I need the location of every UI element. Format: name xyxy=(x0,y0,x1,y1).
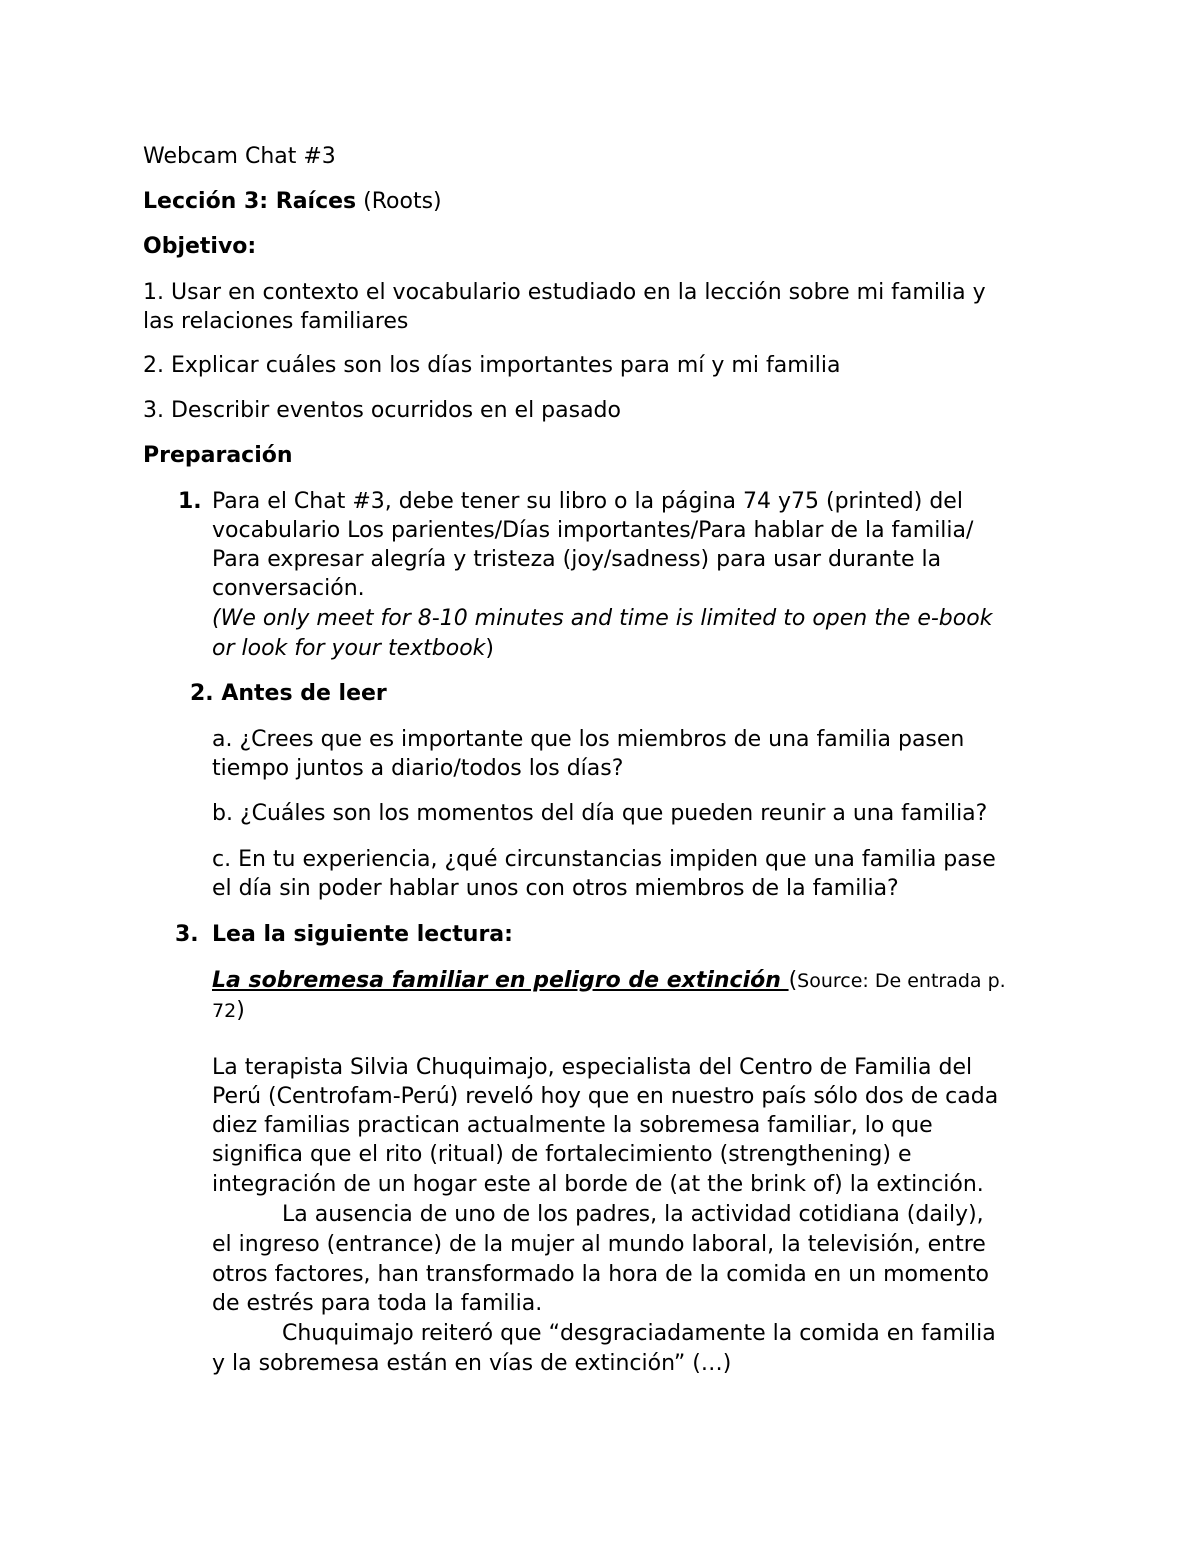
item-1-note-close: ) xyxy=(485,636,494,661)
question-a-line-1: a. ¿Crees que es importante que los miembros de una familia pasen xyxy=(212,727,965,752)
reading-title-line xyxy=(212,966,1006,996)
item-1-note-line-1: (We only meet for 8-10 minutes and time is limited to open the e-book xyxy=(212,606,993,631)
reading-line-1: La terapista Silvia Chuquimajo, especialista del Centro de Familia del xyxy=(212,1055,973,1080)
question-c-line-2: el día sin poder hablar unos con otros miembros de la familia? xyxy=(212,876,899,901)
question-c-line-1: c. En tu experiencia, ¿qué circunstancias impiden que una familia pase xyxy=(212,847,996,872)
document-title: Webcam Chat #3 xyxy=(143,144,336,169)
source-open-paren: ( xyxy=(788,968,798,993)
reading-line-2: Perú (Centrofam-Perú) reveló hoy que en nuestro país sólo dos de cada xyxy=(212,1084,999,1109)
reading-source-line-2 xyxy=(212,996,245,1026)
objective-3: 3. Describir eventos ocurridos en el pasado xyxy=(143,398,621,423)
reading-source: Source: De entrada p. xyxy=(797,970,1006,992)
question-b: b. ¿Cuáles son los momentos del día que pueden reunir a una familia? xyxy=(212,801,988,826)
objective-1-line-2: las relaciones familiares xyxy=(143,309,409,334)
objective-2: 2. Explicar cuáles son los días importantes para mí y mi familia xyxy=(143,353,841,378)
reading-line-4: significa que el rito (ritual) de fortalecimiento (strengthening) e xyxy=(212,1142,912,1167)
item-1-note-text: or look for your textbook xyxy=(212,636,486,661)
item-1-line-4: conversación. xyxy=(212,576,365,601)
question-a-line-2: tiempo juntos a diario/todos los días? xyxy=(212,756,624,781)
reading-line-7: el ingreso (entrance) de la mujer al mundo laboral, la televisión, entre xyxy=(212,1232,986,1257)
reading-title: La sobremesa familiar en peligro de extinción xyxy=(212,968,789,993)
reading-line-10: Chuquimajo reiteró que “desgraciadamente la comida en familia xyxy=(282,1321,996,1346)
reading-source-page: 72 xyxy=(212,1000,237,1022)
lesson-heading xyxy=(143,187,442,216)
reading-line-8: otros factores, han transformado la hora de la comida en un momento xyxy=(212,1262,989,1287)
lesson-heading-translation: (Roots) xyxy=(356,189,442,214)
objective-1-line-1: 1. Usar en contexto el vocabulario estudiado en la lección sobre mi familia y xyxy=(143,280,986,305)
reading-line-3: diez familias practican actualmente la sobremesa familiar, lo que xyxy=(212,1113,933,1138)
preparation-heading: Preparación xyxy=(143,443,293,468)
source-close-paren: ) xyxy=(236,998,245,1023)
item-3-heading: Lea la siguiente lectura: xyxy=(212,922,513,947)
item-1-number: 1. xyxy=(178,489,202,514)
reading-line-9: de estrés para toda la familia. xyxy=(212,1291,543,1316)
lesson-heading-bold: Lección 3: Raíces xyxy=(143,189,357,214)
reading-line-5: integración de un hogar este al borde de (at the brink of) la extinción. xyxy=(212,1172,984,1197)
reading-line-11: y la sobremesa están en vías de extinción” (…) xyxy=(212,1351,732,1376)
item-2-heading: 2. Antes de leer xyxy=(190,681,387,706)
item-1-line-3: Para expresar alegría y tristeza (joy/sadness) para usar durante la xyxy=(212,547,942,572)
item-1-line-1: Para el Chat #3, debe tener su libro o la página 74 y75 (printed) del xyxy=(212,489,963,514)
item-3-number: 3. xyxy=(175,922,199,947)
item-1-note-line-2 xyxy=(212,634,494,663)
item-1-line-2: vocabulario Los parientes/Días importantes/Para hablar de la familia/ xyxy=(212,518,974,543)
objective-heading: Objetivo: xyxy=(143,234,257,259)
reading-line-6: La ausencia de uno de los padres, la actividad cotidiana (daily), xyxy=(282,1202,984,1227)
